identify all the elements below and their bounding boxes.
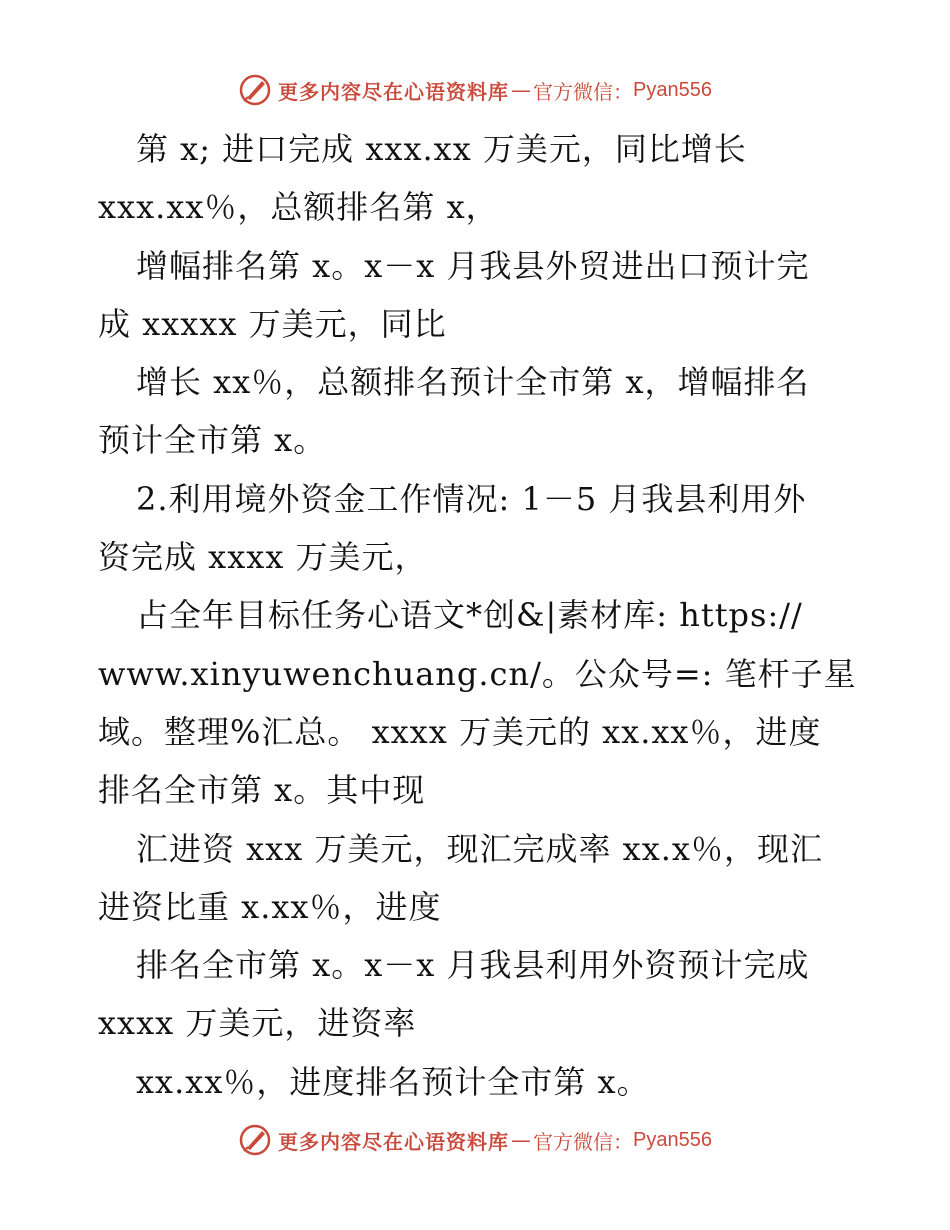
quill-pen-logo-icon [238, 73, 272, 107]
text-line: 资完成 xxxx 万美元， [98, 538, 428, 577]
header-watermark [0, 70, 950, 110]
watermark-dash: — [511, 78, 532, 102]
text-line: 第 x; 进口完成 xxx.xx 万美元，同比增长 [136, 130, 747, 168]
document-body [98, 120, 858, 1111]
text-line: xxxx 万美元，进资率 [98, 1004, 417, 1043]
text-line: 域。整理%汇总。 xxxx 万美元的 xx.xx％，进度 [98, 712, 822, 751]
watermark-label: 官方微信： [533, 79, 634, 104]
text-line: 增长 xx％，总额排名预计全市第 x，增幅排名 [136, 363, 810, 402]
text-line: 汇进资 xxx 万美元，现汇完成率 xx.x％，现汇 [136, 829, 823, 868]
watermark-id: Pyan556 [633, 1128, 712, 1151]
text-line: 成 xxxxx 万美元，同比 [98, 304, 447, 343]
text-line: www.xinyuwenchuang.cn/。公众号=: 笔杆子星 [98, 654, 857, 693]
text-line: 进资比重 x.xx％，进度 [98, 887, 442, 926]
text-line: 预计全市第 x。 [98, 421, 327, 460]
watermark-text: 更多内容尽在心语资料库 [278, 1129, 510, 1154]
watermark-label: 官方微信： [533, 1129, 634, 1154]
text-line: 排名全市第 x。其中现 [98, 771, 426, 810]
watermark-dash: — [511, 1128, 532, 1152]
footer-watermark [0, 1120, 950, 1160]
watermark-text: 更多内容尽在心语资料库 [278, 79, 510, 104]
watermark-id: Pyan556 [633, 78, 712, 101]
text-line: xxx.xx％，总额排名第 x， [98, 188, 499, 227]
text-line: 2.利用境外资金工作情况: 1－5 月我县利用外 [136, 479, 807, 518]
text-line: xx.xx％，进度排名预计全市第 x。 [136, 1062, 650, 1101]
text-line: 排名全市第 x。x－x 月我县利用外资预计完成 [136, 946, 810, 985]
text-line: 增幅排名第 x。x－x 月我县外贸进出口预计完 [136, 246, 810, 285]
text-line: 占全年目标任务心语文*创&|素材库: https:// [136, 596, 803, 635]
quill-pen-logo-icon [238, 1123, 272, 1157]
